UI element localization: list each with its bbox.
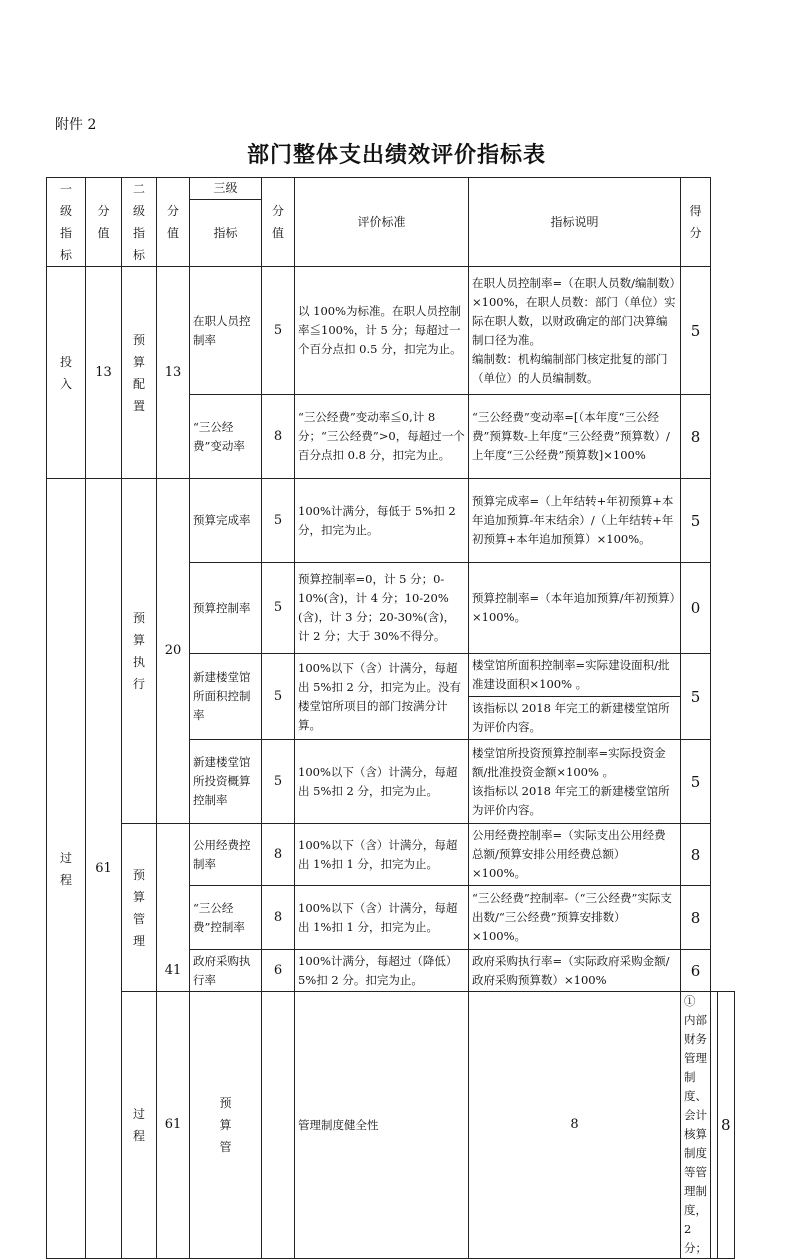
result-cell: 5: [681, 740, 711, 824]
desc-cell: [469, 654, 681, 740]
indicator-name: 预算控制率: [190, 563, 262, 654]
header-row: [47, 178, 735, 200]
criteria-cell: 以 100%为标准。在职人员控制率≦100%，计 5 分；每超过一个百分点扣 0.5 分，扣完为止。: [295, 267, 469, 395]
result-cell: 8: [718, 992, 735, 1259]
desc-line: 楼堂馆所面积控制率=实际建设面积/批准建设面积×100% 。: [472, 658, 670, 691]
desc-cell: 政府采购执行率=（实际政府采购金额/政府采购预算数）×100%: [469, 950, 681, 992]
desc-cell: 预算完成率=（上年结转+年初预算+本年追加预算-年末结余）/（上年结转+年初预算+本年追加预算）×100%。: [469, 479, 681, 563]
page-title: 部门整体支出绩效评价指标表: [246, 142, 546, 168]
desc-cell: 公用经费控制率=（实际支出公用经费总额/预算安排公用经费总额）×100%。: [469, 824, 681, 886]
header-score1: 分 值: [86, 178, 122, 267]
indicator-score: 5: [262, 479, 295, 563]
score2-cell: 13: [157, 267, 190, 479]
indicator-score: 5: [262, 267, 295, 395]
header-level3-bottom: 指标: [190, 199, 262, 266]
criteria-cell: 100%计满分，每低于 5%扣 2 分，扣完为止。: [295, 479, 469, 563]
score2-cell: 20: [157, 479, 190, 824]
header-level3-top: 三级: [190, 178, 262, 200]
level2-cell: 预 算 管: [190, 992, 262, 1259]
attachment-label: 附件 2: [55, 117, 97, 133]
level1-cell: 过 程: [47, 479, 86, 1259]
criteria-cell: 100%以下（含）计满分，每超出 1%扣 1 分，扣完为止。: [295, 886, 469, 950]
score2-cell: [262, 992, 295, 1259]
table-row: [47, 479, 735, 563]
indicator-score: 5: [262, 563, 295, 654]
indicator-score: 8: [262, 824, 295, 886]
header-level2: 二 级 指 标: [122, 178, 157, 267]
level1-cell: 投 入: [47, 267, 86, 479]
indicator-table: [46, 177, 735, 1259]
desc-line: 编制数：机构编制部门核定批复的部门（单位）的人员编制数。: [472, 351, 668, 385]
indicator-name: 新建楼堂馆所投资概算控制率: [190, 740, 262, 824]
header-level1: 一 级 指 标: [47, 178, 86, 267]
indicator-name: 公用经费控制率: [190, 824, 262, 886]
result-cell: 8: [681, 824, 711, 886]
header-score2: 分 值: [157, 178, 190, 267]
indicator-name: “三公经费”变动率: [190, 395, 262, 479]
table-row: [47, 824, 735, 886]
indicator-score: 6: [262, 950, 295, 992]
desc-cell: [711, 992, 718, 1259]
score1-cell: 13: [86, 267, 122, 479]
indicator-name: 政府采购执行率: [190, 950, 262, 992]
desc-line: 该指标以 2018 年完工的新建楼堂馆所为评价内容。: [469, 696, 680, 737]
desc-line: 该指标以 2018 年完工的新建楼堂馆所为评价内容。: [472, 783, 670, 817]
desc-line: 在职人员控制率=（在职人员数/编制数）×100%，在职人员数：部门（单位）实际在职人数，以财政确定的部门决算编制口径为准。: [472, 275, 676, 347]
result-cell: 0: [681, 563, 711, 654]
table-row: [47, 992, 735, 1259]
indicator-name: 预算完成率: [190, 479, 262, 563]
criteria-cell: 100%以下（含）计满分，每超出 5%扣 2 分，扣完为止。: [295, 740, 469, 824]
header-desc: 指标说明: [469, 178, 681, 267]
desc-cell: [469, 267, 681, 395]
result-cell: 5: [681, 267, 711, 395]
indicator-score: 8: [262, 395, 295, 479]
score2-cell: 41: [157, 824, 190, 992]
level2-cell: 预 算 执 行: [122, 479, 157, 824]
level2-cell: 预 算 配 置: [122, 267, 157, 479]
table-row: [47, 267, 735, 395]
desc-cell: “三公经费”控制率-（“三公经费”实际支出数/“三公经费”预算安排数）×100%。: [469, 886, 681, 950]
criteria-cell: “三公经费”变动率≦0,计 8 分；“三公经费”>0，每超过一个百分点扣 0.8 分，扣完为止。: [295, 395, 469, 479]
criteria-cell: 100%以下（含）计满分，每超出 1%扣 1 分，扣完为止。: [295, 824, 469, 886]
criteria-text: 内部财务管理制度、会计核算制度等管理制度，2 分；: [684, 1013, 707, 1255]
result-cell: 5: [681, 479, 711, 563]
criteria-cell: 100%计满分，每超过（降低）5%扣 2 分。扣完为止。: [295, 950, 469, 992]
desc-cell: “三公经费”变动率=[（本年度“三公经费”预算数-上年度“三公经费”预算数）/上年度“三公经费”预算数]×100%: [469, 395, 681, 479]
result-cell: 8: [681, 395, 711, 479]
desc-cell: [469, 740, 681, 824]
result-cell: 6: [681, 950, 711, 992]
criteria-cell: 100%以下（含）计满分，每超出 5%扣 2 分，扣完为止。没有楼堂馆所项目的部门按满分计算。: [295, 654, 469, 740]
indicator-name: 管理制度健全性: [295, 992, 469, 1259]
list-marker: ①: [684, 994, 696, 1008]
desc-cell: 预算控制率=（本年追加预算/年初预算）×100%。: [469, 563, 681, 654]
level2-cell: 预 算 管 理: [122, 824, 157, 992]
level1-cell: 过 程: [122, 992, 157, 1259]
indicator-name: 新建楼堂馆所面积控制率: [190, 654, 262, 740]
indicator-score: 5: [262, 654, 295, 740]
desc-line: 楼堂馆所投资预算控制率=实际投资金额/批准投资金额×100% 。: [472, 745, 666, 779]
result-cell: 5: [681, 654, 711, 740]
indicator-name: 在职人员控制率: [190, 267, 262, 395]
header-score3: 分 值: [262, 178, 295, 267]
result-cell: 8: [681, 886, 711, 950]
header-criteria: 评价标准: [295, 178, 469, 267]
indicator-score: 8: [469, 992, 681, 1259]
indicator-score: 8: [262, 886, 295, 950]
indicator-name: “三公经费”控制率: [190, 886, 262, 950]
header-result: 得 分: [681, 178, 711, 267]
criteria-cell: 预算控制率=0，计 5 分；0-10%(含)，计 4 分；10-20%(含)，计 3 分；20-30%(含)，计 2 分；大于 30%不得分。: [295, 563, 469, 654]
score1-cell: 61: [157, 992, 190, 1259]
indicator-score: 5: [262, 740, 295, 824]
score1-cell: 61: [86, 479, 122, 1259]
criteria-cell: [681, 992, 711, 1259]
